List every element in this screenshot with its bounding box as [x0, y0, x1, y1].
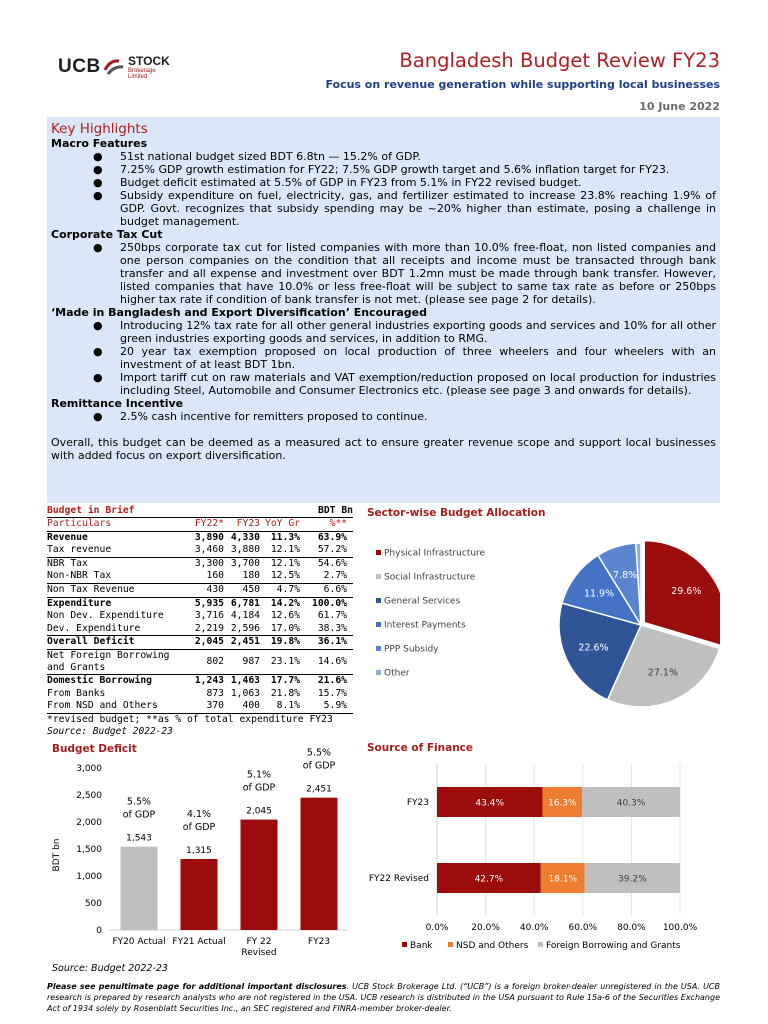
segment-label: 42.7% [474, 874, 504, 885]
header-pct: %** [329, 518, 347, 529]
table-row [47, 544, 353, 557]
gdp-annotation: of GDP [182, 821, 216, 833]
row-label: Domestic Borrowing [47, 674, 152, 686]
macro-bullets [51, 150, 716, 228]
deficit-bar [301, 798, 338, 930]
cell-yoy: 19.8% [270, 636, 300, 648]
table-row [47, 700, 353, 713]
bullet-item: ● Import tariff cut on raw materials and VAT exemption/reduction proposed on local production for industries including Steel, Automobile and Consumer Electronics etc. (please see page 3 and onwards for details). [93, 371, 716, 397]
row-label: Tax revenue [47, 544, 112, 556]
cell-fy23: 2,596 [230, 622, 260, 634]
bullet-item: ● 7.25% GDP growth estimation for FY22; 7.5% GDP growth target and 5.6% inflation target for FY23. [93, 163, 670, 176]
header-particulars: Particulars [47, 518, 112, 529]
x-tick-label: FY20 Actual [112, 937, 166, 947]
table-row [47, 675, 353, 688]
cell-pct: 63.9% [317, 531, 347, 543]
row-label: From NSD and Others [47, 700, 158, 712]
gdp-annotation: of GDP [302, 760, 336, 772]
cell-yoy: 14.2% [270, 597, 300, 609]
table-title-row [47, 505, 353, 518]
x-tick-label: 60.0% [568, 923, 598, 933]
legend-label: Other [384, 668, 410, 679]
budget-deficit-bar-chart [47, 748, 360, 960]
y-tick-label: 3,000 [76, 764, 102, 774]
cell-yoy: 17.7% [270, 674, 300, 686]
cell-fy22: 160 [206, 570, 224, 582]
slice-label: 27.1% [647, 667, 678, 679]
x-tick-label: FY21 Actual [172, 937, 226, 947]
bullet-item: ● 250bps corporate tax cut for listed companies with more than 10.0% free-float, non listed companies and one person companies on the condition that all receipts and income must be transacted through bank transfer and all expense and investment over BDT 1.2mn must be made through bank transfer. However, listed companies that have 10.0% or less free-float will be subject to same tax rate as before or 250bps higher tax rate if condition of bank transfer is not met. (please see page 2 for details). [93, 241, 716, 306]
cell-pct: 6.6% [323, 583, 347, 595]
gdp-annotation: of GDP [242, 782, 276, 794]
row-label: Net Foreign Borrowing and Grants [47, 649, 170, 673]
cell-fy23: 6,781 [230, 597, 260, 609]
bullet-item: ● Introducing 12% tax rate for all other general industries exporting goods and services and 10% for all other green industries exporting goods and services, in addition to RMG. [93, 319, 716, 345]
row-label: Overall Deficit [47, 636, 135, 648]
legend-label: Social Infrastructure [384, 572, 476, 583]
cell-fy23: 450 [242, 583, 260, 595]
x-tick-label: Revised [241, 948, 277, 958]
table-row [47, 598, 353, 611]
cell-fy23: 400 [242, 700, 260, 712]
bullet-item: ● Subsidy expenditure on fuel, electricity, gas, and fertilizer estimated to increase 23.8% reaching 1.9% of GDP. Govt. recognizes that subsidy spending may be ~20% higher than estimate, posing a challenge in budget management. [93, 189, 716, 228]
deficit-chart-title: Budget Deficit [52, 743, 137, 755]
legend-swatch [376, 670, 381, 675]
legend-swatch [448, 942, 453, 947]
section-heading-macro: Macro Features [51, 137, 148, 150]
cell-yoy: 21.8% [270, 687, 300, 699]
cell-fy22: 2,219 [194, 622, 224, 634]
bullet-item: ● 51st national budget sized BDT 6.8tn — 15.2% of GDP. [93, 150, 421, 163]
table-row [47, 636, 353, 649]
key-highlights-title: Key Highlights [51, 121, 148, 137]
cell-fy23: 3,880 [230, 544, 260, 556]
legend-swatch [376, 574, 381, 579]
segment-label: 18.1% [548, 874, 578, 885]
conclusion-paragraph: Overall, this budget can be deemed as a measured act to ensure greater revenue scope and support local businesses with added focus on export diversification. [51, 436, 716, 462]
cell-yoy: 17.0% [270, 622, 300, 634]
legend-label: Physical Infrastructure [384, 548, 486, 559]
cell-fy23: 3,700 [230, 557, 260, 569]
cell-pct: 54.6% [317, 557, 347, 569]
cell-fy22: 3,716 [194, 610, 224, 622]
cell-pct: 57.2% [317, 544, 347, 556]
table-row [47, 623, 353, 636]
cell-pct: 5.9% [323, 700, 347, 712]
row-label: Expenditure [47, 597, 112, 609]
y-tick-label: 2,500 [76, 791, 102, 801]
bullet-item: ● 2.5% cash incentive for remitters proposed to continue. [93, 410, 428, 423]
legend-swatch [402, 942, 407, 947]
segment-label: 43.4% [475, 798, 505, 809]
tax-bullets [51, 241, 716, 306]
section-heading-tax: Corporate Tax Cut [51, 228, 163, 241]
cell-fy22: 2,045 [194, 636, 224, 648]
legend-swatch [376, 622, 381, 627]
legend-swatch [376, 550, 381, 555]
slice-label: 7.8% [613, 569, 638, 581]
key-highlights-box [47, 117, 720, 503]
table-title: Budget in Brief [47, 505, 135, 516]
legend-label: Foreign Borrowing and Grants [546, 941, 681, 951]
cell-fy22: 430 [206, 583, 224, 595]
export-bullets [51, 319, 716, 397]
cell-yoy: 11.3% [270, 531, 300, 543]
cell-fy23: 4,330 [230, 531, 260, 543]
cell-fy22: 3,890 [194, 531, 224, 543]
bullet-item: ● Budget deficit estimated at 5.5% of GDP in FY23 from 5.1% in FY22 revised budget. [93, 176, 582, 189]
legend-label: PPP Subsidy [384, 644, 439, 655]
category-label: FY22 Revised [368, 874, 429, 884]
cell-fy23: 1,063 [230, 687, 260, 699]
table-row [47, 610, 353, 623]
pie-chart-title: Sector-wise Budget Allocation [367, 507, 546, 519]
cell-yoy: 8.1% [276, 700, 300, 712]
budget-in-brief-table [47, 505, 353, 738]
segment-label: 16.3% [547, 798, 577, 809]
cell-fy22: 3,460 [194, 544, 224, 556]
table-footnote: *revised budget; **as % of total expenditure FY23 [47, 713, 353, 726]
row-label: From Banks [47, 687, 106, 699]
bar-value-label: 1,543 [126, 833, 152, 844]
segment-label: 40.3% [616, 798, 646, 809]
gdp-annotation: 5.5% [126, 796, 152, 808]
x-tick-label: FY 22 [246, 937, 272, 947]
slice-label: 29.6% [671, 586, 702, 598]
cell-fy23: 2,451 [230, 636, 260, 648]
legend-swatch [376, 598, 381, 603]
table-row [47, 558, 353, 571]
cell-yoy: 12.6% [270, 610, 300, 622]
table-row [47, 570, 353, 583]
row-label: Non-NBR Tax [47, 570, 112, 582]
cell-fy22: 5,935 [194, 597, 224, 609]
sector-allocation-pie-chart [360, 525, 720, 725]
x-tick-label: 0.0% [425, 923, 449, 933]
gdp-annotation: 5.5% [306, 748, 332, 759]
legend-label: Interest Payments [384, 620, 466, 631]
x-tick-label: 20.0% [471, 923, 500, 933]
page-title: Bangladesh Budget Review FY23 [399, 49, 720, 72]
table-row [47, 688, 353, 701]
gdp-annotation: 5.1% [246, 769, 272, 781]
cell-fy23: 180 [242, 570, 260, 582]
header-yoy: YoY Gr [265, 518, 300, 529]
segment-label: 39.2% [618, 874, 647, 885]
cell-fy22: 370 [206, 700, 224, 712]
cell-fy22: 802 [206, 655, 224, 667]
cell-fy22: 3,300 [194, 557, 224, 569]
deficit-bar [121, 847, 158, 930]
legend-label: NSD and Others [456, 941, 529, 951]
page-subtitle: Focus on revenue generation while supporting local businesses [325, 78, 720, 91]
legend-label: Bank [410, 941, 433, 951]
table-source: Source: Budget 2022-23 [47, 725, 173, 737]
row-label: Non Tax Revenue [47, 583, 135, 595]
cell-pct: 15.7% [317, 687, 347, 699]
row-label: Non Dev. Expenditure [47, 610, 164, 622]
section-heading-remittance: Remittance Incentive [51, 397, 184, 410]
cell-yoy: 4.7% [276, 583, 300, 595]
y-tick-label: 1,500 [76, 845, 102, 855]
cell-yoy: 23.1% [270, 655, 300, 667]
cell-fy23: 987 [242, 655, 260, 667]
logo-stock-text: STOCK [128, 54, 170, 68]
logo-sub-text: Brokerage Limited [128, 68, 156, 80]
cell-fy23: 4,184 [230, 610, 260, 622]
disclaimer-bold: Please see penultimate page for additional important disclosures [47, 982, 347, 991]
cell-pct: 21.6% [317, 674, 347, 686]
disclaimer [47, 981, 720, 1014]
cell-yoy: 12.1% [270, 557, 300, 569]
chart-source: Source: Budget 2022-23 [52, 963, 168, 974]
cell-pct: 2.7% [323, 570, 347, 582]
x-tick-label: 80.0% [617, 923, 646, 933]
table-header-row [47, 518, 353, 532]
table-unit: BDT Bn [318, 505, 353, 516]
y-tick-label: 0 [96, 926, 102, 936]
bar-value-label: 2,451 [306, 784, 332, 795]
cell-fy22: 1,243 [194, 674, 224, 686]
row-label: NBR Tax [47, 557, 88, 569]
deficit-bar [241, 820, 278, 930]
gdp-annotation: of GDP [122, 809, 156, 821]
x-tick-label: 100.0% [662, 923, 698, 933]
cell-pct: 100.0% [312, 597, 347, 609]
cell-pct: 61.7% [317, 610, 347, 622]
cell-fy22: 873 [206, 687, 224, 699]
slice-label: 11.9% [583, 588, 615, 600]
disclaimer-text: . UCB Stock Brokerage Ltd. (“UCB”) is a foreign broker-dealer unregistered in the USA. UCB research is prepared by research analysts who are not registered in the USA. UCB research is distributed in the USA pursuant to Rule 15a-6 of the Securities Exchange Act of 1934 solely by Rosenblatt Securities Inc., an SEC registered and FINRA-member broker-dealer. [47, 982, 720, 1013]
bullet-item: ● 20 year tax exemption proposed on local production of three wheelers and four wheelers with an investment of at least BDT 1bn. [93, 345, 716, 371]
x-tick-label: FY23 [307, 937, 331, 947]
row-label: Revenue [47, 531, 88, 543]
legend-swatch [538, 942, 543, 947]
x-tick-label: 40.0% [519, 923, 549, 933]
table-body [47, 532, 353, 713]
ucb-logo [52, 52, 174, 80]
gdp-annotation: 4.1% [186, 808, 212, 820]
header-fy23: FY23 [236, 518, 260, 529]
report-date: 10 June 2022 [639, 100, 720, 113]
remittance-bullets [51, 410, 716, 423]
cell-pct: 14.6% [317, 655, 347, 667]
cell-fy23: 1,463 [230, 674, 260, 686]
bar-value-label: 2,045 [246, 806, 272, 817]
cell-yoy: 12.5% [270, 570, 300, 582]
cell-pct: 38.3% [317, 622, 347, 634]
bar-value-label: 1,315 [186, 845, 212, 856]
legend-label: General Services [384, 596, 461, 607]
y-tick-label: 2,000 [76, 818, 102, 828]
logo-text: UCB [58, 56, 101, 77]
deficit-bar [181, 859, 218, 930]
table-row [47, 650, 353, 674]
row-label: Dev. Expenditure [47, 622, 141, 634]
y-tick-label: 500 [84, 899, 102, 909]
finance-chart-title: Source of Finance [367, 742, 474, 754]
table-row [47, 584, 353, 597]
y-axis-label: BDT bn [52, 838, 62, 872]
y-tick-label: 1,000 [76, 872, 102, 882]
cell-pct: 36.1% [317, 636, 347, 648]
logo-mark-icon [102, 54, 126, 78]
table-row [47, 532, 353, 545]
category-label: FY23 [406, 798, 429, 808]
legend-swatch [376, 646, 381, 651]
section-heading-export: ‘Made in Bangladesh and Export Diversification’ Encouraged [51, 306, 428, 319]
slice-label: 22.6% [578, 642, 609, 654]
header-fy22: FY22* [194, 518, 224, 529]
source-of-finance-bar-chart [360, 760, 720, 960]
cell-yoy: 12.1% [270, 544, 300, 556]
